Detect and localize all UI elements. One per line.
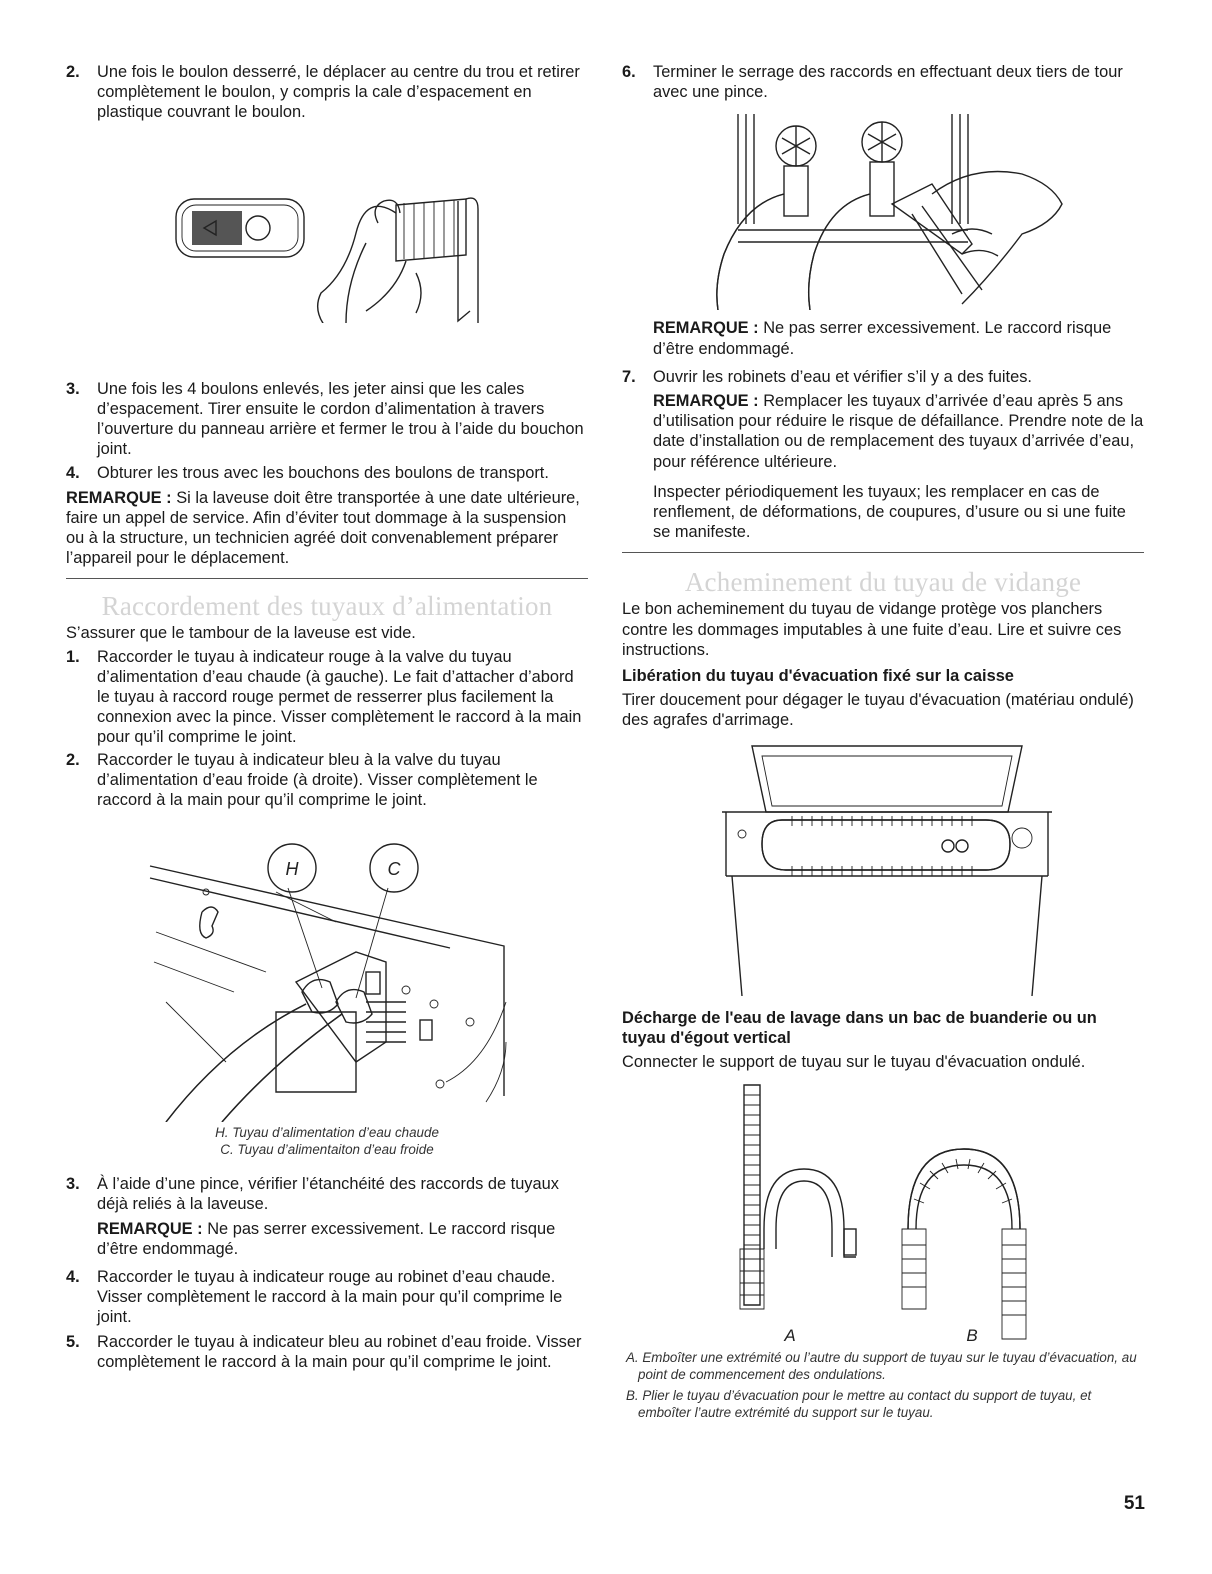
note-text: Ne pas serrer excessivement. Le raccord risque d’être endommagé. bbox=[653, 319, 1112, 358]
step-item bbox=[66, 1267, 588, 1328]
section-divider bbox=[66, 578, 588, 579]
step-number: 4. bbox=[66, 464, 80, 483]
intro-text: Le bon acheminement du tuyau de vidange protège vos planchers contre les dommages imputables à une fuite d’eau. Lire et suivre ces instructions. bbox=[622, 600, 1122, 659]
figure-caption-b: B. Plier le tuyau d’évacuation pour le mettre au contact du support de tuyau, et emboîter l’autre extrémité du support sur le tuyau. bbox=[626, 1387, 1092, 1420]
callout-c: C bbox=[387, 859, 401, 880]
note-text: Si la laveuse doit être transportée à une date ultérieure, faire un appel de service. Afin d’éviter tout dommage à la suspension ou à la structure, un technicien agréé doit convenablement préparer l’appareil pour le déplacement. bbox=[66, 488, 580, 568]
figure-label-b: B bbox=[966, 1325, 978, 1341]
note-paragraph bbox=[97, 1219, 588, 1259]
figure-caption-h: H. Tuyau d’alimentation d’eau chaude bbox=[215, 1125, 439, 1141]
step-item bbox=[622, 62, 1144, 102]
note-label: REMARQUE : bbox=[653, 392, 759, 411]
section-title: Acheminement du tuyau de vidange bbox=[684, 567, 1082, 598]
step-text: Raccorder le tuyau à indicateur rouge à la valve du tuyau d’alimentation d’eau chaude (à gauche). Le fait d’attacher d’abord le tuyau à raccord rouge permet de resserrer plus facilement la connexion avec la pince. Visser complètement le raccord à la main pour qu’il comprime le joint. bbox=[97, 647, 582, 747]
section-title: Raccordement des tuyaux d’alimentation bbox=[101, 591, 553, 622]
step-number: 2. bbox=[66, 750, 80, 769]
step-number: 6. bbox=[622, 63, 636, 81]
step-number: 7. bbox=[622, 367, 636, 386]
step-text: Une fois le boulon desserré, le déplacer au centre du trou et retirer complètement le boulon, y compris la cale d’espacement en plastique couvrant le boulon. bbox=[97, 63, 580, 122]
note-paragraph bbox=[653, 391, 1144, 472]
step-text: Raccorder le tuyau à indicateur rouge au robinet d’eau chaude. Visser complètement le raccord à la main pour qu’il comprime le joint. bbox=[97, 1268, 563, 1327]
note-label: REMARQUE : bbox=[66, 488, 172, 507]
step-text: Terminer le serrage des raccords en effectuant deux tiers de tour avec une pince. bbox=[653, 63, 1123, 102]
hose-connection-illustration bbox=[66, 822, 588, 1122]
step-number: 2. bbox=[66, 63, 80, 81]
figure-caption-a: A. Emboîter une extrémité ou l’autre du support de tuyau sur le tuyau d’évacuation, au point de commencement des ondulations. bbox=[626, 1349, 1137, 1382]
note-text: Ne pas serrer excessivement. Le raccord risque d’être endommagé. bbox=[97, 1219, 556, 1258]
step-item bbox=[66, 379, 588, 460]
step-text: Raccorder le tuyau à indicateur bleu au robinet d’eau froide. Visser complètement le raccord à la main pour qu’il comprime le joint. bbox=[97, 1332, 582, 1371]
step-item bbox=[66, 62, 588, 123]
section-divider bbox=[622, 552, 1144, 553]
step-text: À l’aide d’une pince, vérifier l’étanchéité des raccords de tuyaux déjà reliés à la laveuse. bbox=[97, 1175, 559, 1214]
shipping-bolt-illustration bbox=[66, 123, 588, 323]
step-item bbox=[66, 1332, 588, 1372]
figure-label-a: A bbox=[784, 1325, 796, 1341]
page-number: 51 bbox=[1123, 1493, 1145, 1514]
step-number: 4. bbox=[66, 1268, 80, 1287]
step-item bbox=[66, 750, 588, 811]
note-label: REMARQUE : bbox=[653, 319, 759, 338]
note-text: Remplacer les tuyaux d’arrivée d’eau après 5 ans d’utilisation pour réduire le risque de défaillance. Prendre note de la date d’installation ou de remplacement des tuyaux d’arrivée d’eau, pour référence ultérieure. bbox=[653, 392, 1144, 471]
step-item bbox=[66, 463, 588, 483]
step-text: Raccorder le tuyau à indicateur bleu à la valve du tuyau d’alimentation d’eau froide (à droite). Visser complètement le raccord à la main pour qu’il comprime le joint. bbox=[97, 750, 538, 810]
note-paragraph bbox=[66, 488, 588, 569]
subheading-text: Connecter le support de tuyau sur le tuyau d'évacuation ondulé. bbox=[622, 1053, 1086, 1072]
step-number: 5. bbox=[66, 1332, 80, 1351]
step-text: Une fois les 4 boulons enlevés, les jeter ainsi que les cales d’espacement. Tirer ensuite le cordon d’alimentation à travers l’ouverture du panneau arrière et fermer le trou à l’aide du bouchon joint. bbox=[97, 379, 584, 459]
step-number: 1. bbox=[66, 647, 80, 666]
inspect-text: Inspecter périodiquement les tuyaux; les remplacer en cas de renflement, de déformations, de coupures, d’usure ou si une fuite se manifeste. bbox=[653, 482, 1126, 542]
step-text: Obturer les trous avec les bouchons des boulons de transport. bbox=[97, 464, 549, 483]
left-column bbox=[66, 62, 588, 1372]
right-column bbox=[622, 62, 1144, 1421]
subheading: Décharge de l'eau de lavage dans un bac de buanderie ou un tuyau d'égout vertical bbox=[622, 1009, 1097, 1048]
callout-h: H bbox=[285, 859, 299, 880]
note-label: REMARQUE : bbox=[97, 1219, 203, 1238]
step-item bbox=[622, 367, 1144, 387]
pliers-tightening-illustration bbox=[622, 114, 1144, 310]
washer-drain-hose-illustration bbox=[622, 742, 1144, 1002]
step-text: Ouvrir les robinets d’eau et vérifier s’il y a des fuites. bbox=[653, 367, 1032, 386]
figure-caption-c: C. Tuyau d’alimentaiton d’eau froide bbox=[220, 1142, 434, 1158]
subheading: Libération du tuyau d'évacuation fixé sur la caisse bbox=[622, 667, 1014, 686]
intro-text: S’assurer que le tambour de la laveuse est vide. bbox=[66, 624, 416, 643]
step-item bbox=[66, 647, 588, 748]
step-number: 3. bbox=[66, 379, 80, 398]
hose-form-illustration bbox=[622, 1079, 1144, 1341]
note-paragraph bbox=[653, 318, 1144, 358]
step-item bbox=[66, 1174, 588, 1214]
subheading-text: Tirer doucement pour dégager le tuyau d'évacuation (matériau ondulé) des agrafes d'arrimage. bbox=[622, 691, 1134, 730]
step-number: 3. bbox=[66, 1175, 80, 1194]
